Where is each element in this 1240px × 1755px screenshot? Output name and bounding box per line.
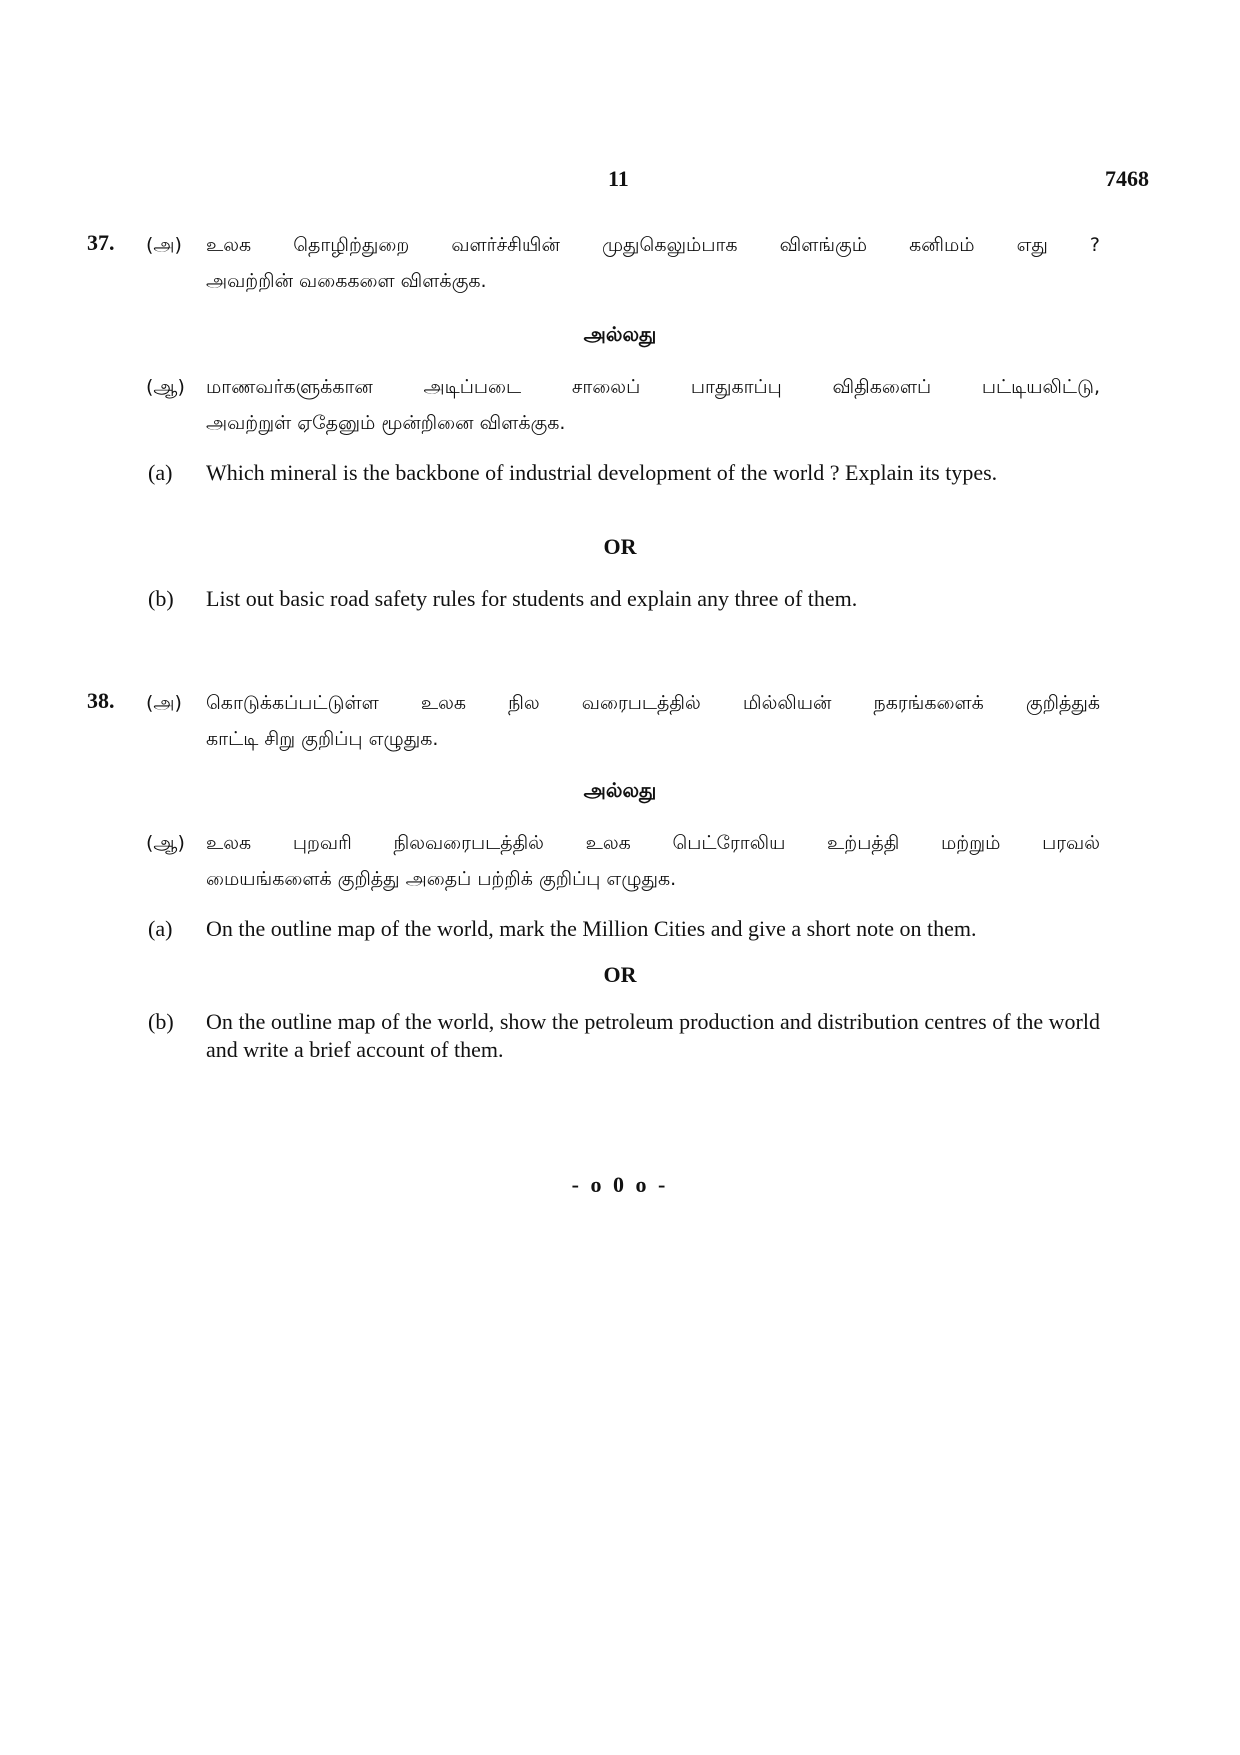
english-option-b-text: List out basic road safety rules for students and explain any three of them. [206,586,858,611]
english-option-b-text: On the outline map of the world, show the petroleum production and distribution centres of the world and write a brief account of them. [206,1009,1100,1062]
tamil-option-a-label: (அ) [146,234,182,256]
english-option-a-text: On the outline map of the world, mark the Million Cities and give a short note on them. [206,916,977,941]
tamil-option-b-line1: உலக புறவரி நிலவரைபடத்தில் உலக பெட்ரோலிய உற்பத்தி மற்றும் பரவல் [206,832,1100,854]
tamil-or-separator: அல்லது [583,778,657,802]
tamil-option-b-label: (ஆ) [146,376,185,398]
question-number: 38. [87,688,115,713]
english-option-b-label: (b) [148,1009,174,1034]
tamil-option-a-line2: அவற்றின் வகைகளை விளக்குக. [206,270,487,292]
paper-code: 7468 [1105,166,1149,191]
tamil-option-b-line1: மாணவர்களுக்கான அடிப்படை சாலைப் பாதுகாப்பு விதிகளைப் பட்டியலிட்டு, [206,376,1100,398]
question-number: 37. [87,230,115,255]
english-option-a-text: Which mineral is the backbone of industrial development of the world ? Explain its types. [206,460,998,485]
tamil-or-separator: அல்லது [583,322,657,346]
english-option-a-label: (a) [148,460,173,485]
tamil-option-a-label: (அ) [146,692,182,714]
tamil-option-b-line2: அவற்றுள் ஏதேனும் மூன்றினை விளக்குக. [206,412,566,434]
tamil-option-b-line2: மையங்களைக் குறித்து அதைப் பற்றிக் குறிப்பு எழுதுக. [206,868,677,890]
tamil-option-a-line2: காட்டி சிறு குறிப்பு எழுதுக. [206,728,439,750]
tamil-option-a-line1: கொடுக்கப்பட்டுள்ள உலக நில வரைபடத்தில் மில்லியன் நகரங்களைக் குறித்துக் [206,692,1100,714]
english-or-separator: OR [603,962,637,987]
english-or-separator: OR [603,534,637,559]
english-option-a-label: (a) [148,916,173,941]
tamil-option-b-label: (ஆ) [146,832,185,854]
tamil-option-a-line1: உலக தொழிற்துறை வளர்ச்சியின் முதுகெலும்பாக விளங்கும் கனிமம் எது ? [206,234,1100,256]
english-option-b-label: (b) [148,586,174,611]
page-number: 11 [608,166,629,191]
end-of-paper-mark: - o 0 o - [571,1172,669,1197]
